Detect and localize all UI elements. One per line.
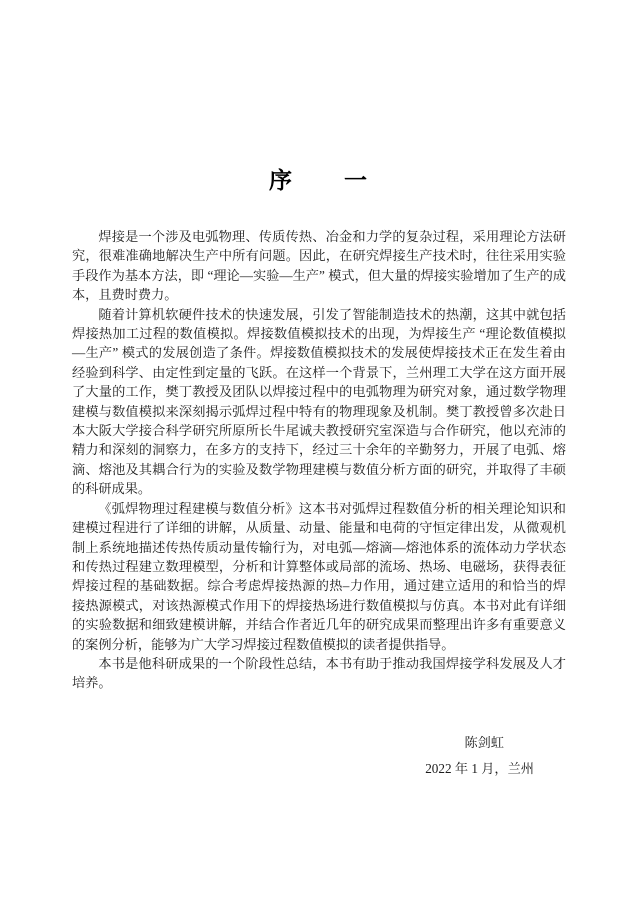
- paragraph: 随着计算机软硬件技术的快速发展，引发了智能制造技术的热潮，这其中就包括焊接热加工过程的数值模拟。焊接数值模拟技术的出现，为焊接生产 “理论数值模拟—生产” 模式的发展创造了条件。焊接数值模拟技术的发展使焊接技术正在发生着由经验到科学、由定性到定量的飞跃。在这样一个背景下，兰州理工大学在这方面开展了大量的工作，樊丁教授及团队以焊接过程中的电弧物理为研究对象，通过数学物理建模与数值模拟来深刻揭示弧焊过程中特有的物理现象及机制。樊丁教授曾多次赴日本大阪大学接合科学研究所原所长牛尾诚夫教授研究室深造与合作研究，他以充沛的精力和深刻的洞察力，在多方的支持下，经过三十余年的辛勤努力，开展了电弧、熔滴、熔池及其耦合行为的实验及数学物理建模与数值分析方面的研究，并取得了丰硕的科研成果。: [72, 306, 566, 497]
- paragraph: 焊接是一个涉及电弧物理、传质传热、冶金和力学的复杂过程，采用理论方法研究，很难准确地解决生产中所有问题。因此，在研究焊接生产技术时，往往采用实验手段作为基本方法，即 “理论—实验—生产” 模式，但大量的焊接实验增加了生产的成本，且费时费力。: [72, 229, 566, 303]
- signature-block: [72, 733, 566, 779]
- signature-date: 2022 年 1 月，兰州: [425, 761, 534, 777]
- signature-name: 陈剑虹: [464, 734, 504, 750]
- paragraph: 《弧焊物理过程建模与数值分析》这本书对弧焊过程数值分析的相关理论知识和建模过程进行了详细的讲解，从质量、动量、能量和电荷的守恒定律出发，从微观机制上系统地描述传热传质动量传输行为，对电弧—熔滴—熔池体系的流体动力学状态和传热过程建立数理模型，分析和计算整体或局部的流场、热场、电磁场，获得表征焊接过程的基础数据。综合考虑焊接热源的热–力作用，通过建立适用的和恰当的焊接热源模式，对该热源模式作用下的焊接热场进行数值模拟与仿真。本书对此有详细的实验数据和细致建模讲解，并结合作者近几年的研究成果而整理出许多有重要意义的案例分析，能够为广大学习焊接过程数值模拟的读者提供指导。: [72, 500, 566, 652]
- page-title: 序 一: [269, 168, 369, 193]
- preface-body: [72, 227, 566, 693]
- page-content: [72, 0, 566, 779]
- paragraph: 本书是他科研成果的一个阶段性总结，本书有助于推动我国焊接学科发展及人才培养。: [72, 655, 566, 691]
